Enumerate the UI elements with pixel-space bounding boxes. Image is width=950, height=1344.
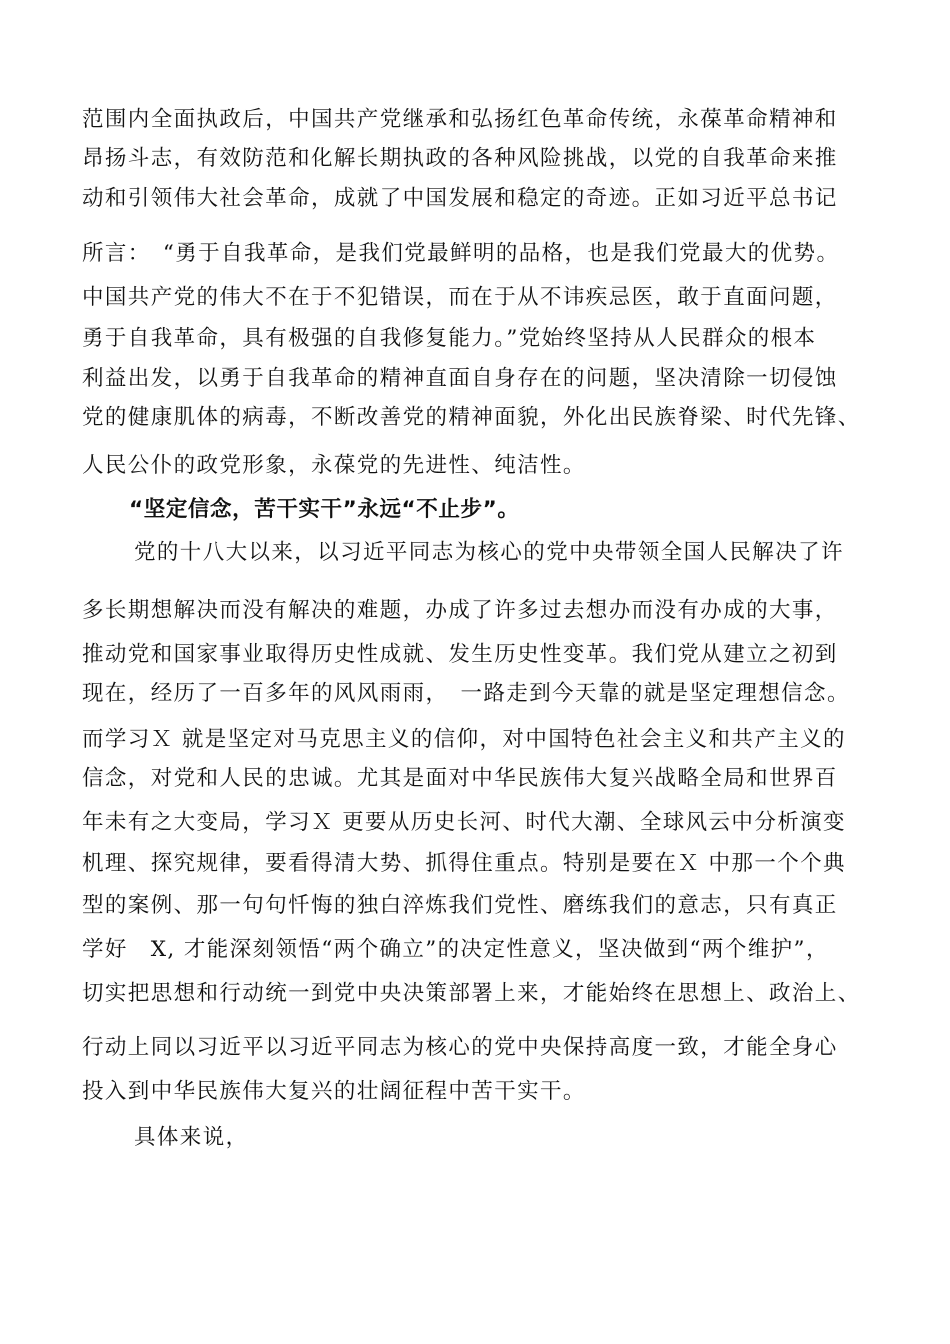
body-text-line: 型的案例、那一句句忏悔的独白淬炼我们党性、磨练我们的意志，只有真正: [82, 893, 838, 918]
body-text-line: 现在，经历了一百多年的风风雨雨， 一路走到今天靠的就是坚定理想信念。: [82, 681, 850, 706]
body-text-line: 学好 X, 才能深刻领悟“两个确立”的决定性意义，坚决做到“两个维护”，: [82, 937, 829, 962]
body-text-line: 党的健康肌体的病毒，不断改善党的精神面貌，外化出民族脊梁、时代先锋、: [82, 405, 861, 430]
body-text-line: 具体来说，: [134, 1125, 249, 1150]
body-text-line: 行动上同以习近平以习近平同志为核心的党中央保持高度一致，才能全身心: [82, 1035, 838, 1060]
body-text-line: 动和引领伟大社会革命，成就了中国发展和稳定的奇迹。正如习近平总书记: [82, 186, 838, 211]
body-text-line: 切实把思想和行动统一到党中央决策部署上来，才能始终在思想上、政治上、: [82, 981, 861, 1006]
section-heading: “坚定信念，苦干实干”永远“不止步”。: [129, 497, 520, 522]
body-text-line: 党的十八大以来，以习近平同志为核心的党中央带领全国人民解决了许: [134, 540, 844, 565]
body-text-line: 而学习Ｘ 就是坚定对马克思主义的信仰，对中国特色社会主义和共产主义的: [82, 727, 846, 752]
body-text-line: 多长期想解决而没有解决的难题，办成了许多过去想办而没有办成的大事，: [82, 598, 838, 623]
body-text-line: 年未有之大变局，学习Ｘ 更要从历史长河、时代大潮、全球风云中分析演变: [82, 810, 846, 835]
body-text-line: 中国共产党的伟大不在于不犯错误，而在于从不讳疾忌医，敢于直面问题，: [82, 285, 838, 310]
body-text-line: 勇于自我革命，具有极强的自我修复能力。”党始终坚持从人民群众的根本: [82, 326, 817, 351]
body-text-line: 利益出发，以勇于自我革命的精神直面自身存在的问题，坚决清除一切侵蚀: [82, 366, 838, 391]
body-text-line: 所言： “勇于自我革命，是我们党最鲜明的品格，也是我们党最大的优势。: [82, 241, 840, 266]
body-text-line: 范围内全面执政后，中国共产党继承和弘扬红色革命传统，永葆革命精神和: [82, 107, 838, 132]
body-text-line: 推动党和国家事业取得历史性成就、发生历史性变革。我们党从建立之初到: [82, 642, 838, 667]
body-text-line: 昂扬斗志，有效防范和化解长期执政的各种风险挑战，以党的自我革命来推: [82, 146, 838, 171]
body-text-line: 人民公仆的政党形象，永葆党的先进性、纯洁性。: [82, 453, 586, 478]
body-text-line: 机理、探究规律，要看得清大势、抓得住重点。特别是要在Ｘ 中那一个个典: [82, 851, 846, 876]
body-text-line: 信念，对党和人民的忠诚。尤其是面对中华民族伟大复兴战略全局和世界百: [82, 766, 838, 791]
body-text-line: 投入到中华民族伟大复兴的壮阔征程中苦干实干。: [82, 1079, 586, 1104]
